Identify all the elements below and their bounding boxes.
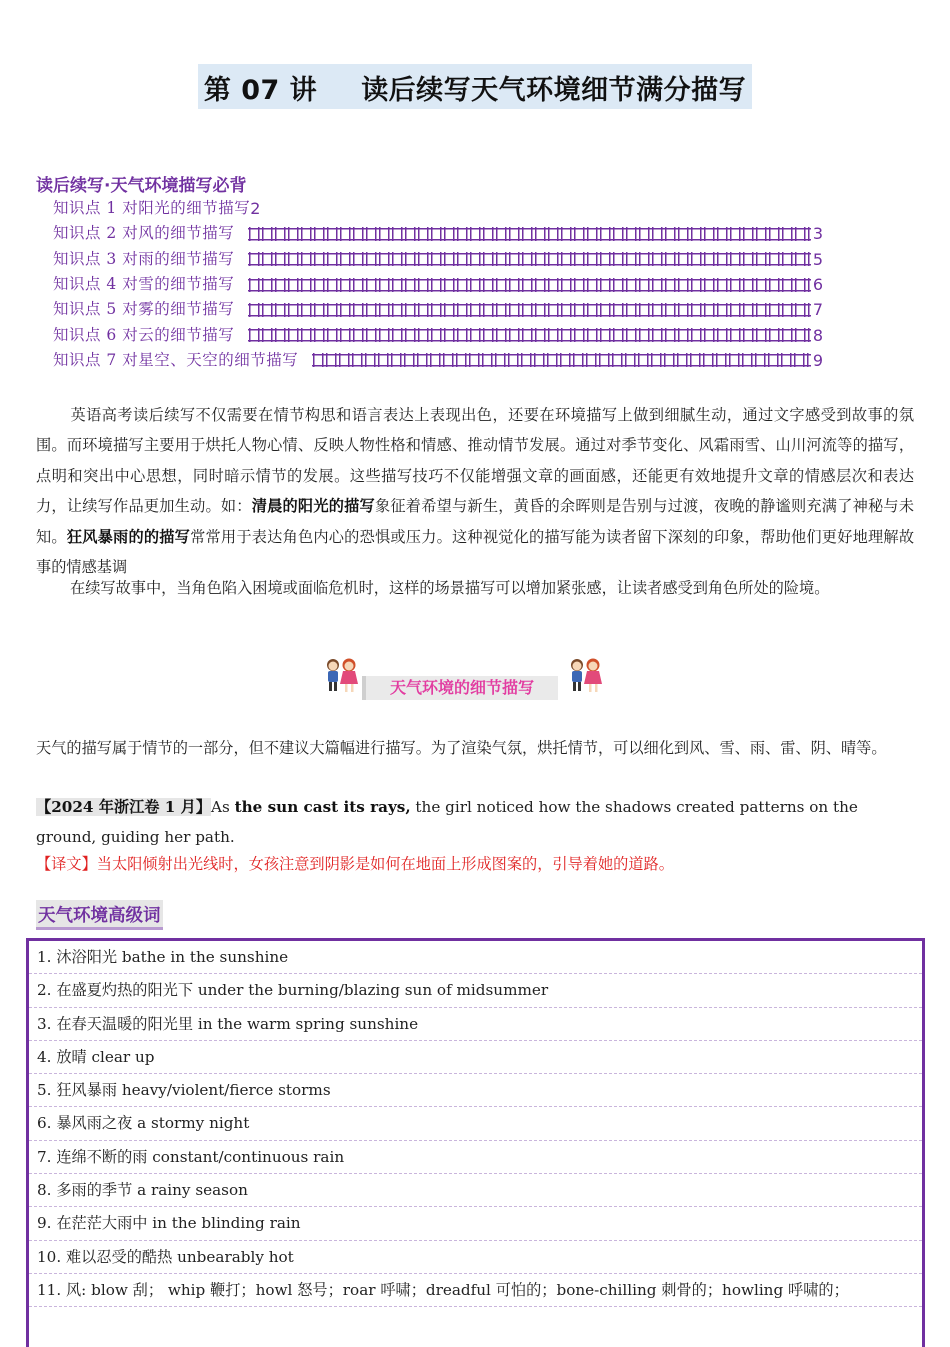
title-area <box>0 64 950 109</box>
toc-page-number: 2 <box>250 199 261 219</box>
example-source <box>36 798 211 816</box>
vocab-row: 2. 在盛夏灼热的阳光下 under the burning/blazing sun of midsummer <box>29 974 922 1007</box>
source-bracket: 【 <box>36 798 52 816</box>
toc-leader-boxes <box>248 252 811 266</box>
toc-page-number: 5 <box>812 249 823 269</box>
kids-illustration-icon <box>322 656 362 696</box>
table-of-contents <box>53 196 823 373</box>
toc-item-label: 知识点 2 对风的细节描写 <box>53 224 235 243</box>
toc-leader-boxes <box>248 278 811 292</box>
toc-item[interactable] <box>53 272 823 297</box>
intro-bold-storm: 狂风暴雨的的描写 <box>66 527 191 546</box>
toc-leader-boxes <box>248 303 811 317</box>
toc-item[interactable] <box>53 348 823 373</box>
intro-paragraph-1 <box>36 400 914 582</box>
vocab-heading: 天气环境高级词 <box>36 900 163 930</box>
source-bracket: 】 <box>195 798 212 816</box>
section-title: 天气环境的细节描写 <box>362 676 558 700</box>
toc-item[interactable] <box>53 196 823 221</box>
toc-page-number: 9 <box>812 350 823 370</box>
intro-text: 常常用于表达角色内心的恐惧或压力。这种视觉化的描写能为读者留下深刻的印象，帮助他们更好地理解故事的情感基调 <box>36 527 915 577</box>
example-text: the girl noticed how the shadows created patterns on the ground, guiding her path. <box>36 798 858 846</box>
vocab-row: 5. 狂风暴雨 heavy/violent/fierce storms <box>29 1074 922 1107</box>
example-text: As <box>211 798 235 816</box>
toc-item-label: 知识点 6 对云的细节描写 <box>53 325 235 344</box>
example-translation: 【译文】当太阳倾射出光线时，女孩注意到阴影是如何在地面上形成图案的，引导着她的道路。 <box>36 855 674 873</box>
toc-item-label: 知识点 4 对雪的细节描写 <box>53 275 235 294</box>
lecture-topic: 读后续写天气环境细节满分描写 <box>361 75 747 106</box>
toc-item[interactable] <box>53 247 823 272</box>
intro-paragraph-2 <box>36 573 914 603</box>
toc-page-number: 6 <box>812 275 823 295</box>
vocab-row: 1. 沐浴阳光 bathe in the sunshine <box>29 941 922 974</box>
toc-page-number: 7 <box>812 300 823 320</box>
toc-item-label: 知识点 1 对阳光的细节描写 <box>53 199 251 218</box>
vocab-row: 10. 难以忍受的酷热 unbearably hot <box>29 1241 922 1274</box>
toc-heading: 读后续写·天气环境描写必背 <box>36 176 247 196</box>
lecture-number: 第 07 讲 <box>203 75 318 106</box>
vocab-row: 7. 连绵不断的雨 constant/continuous rain <box>29 1141 922 1174</box>
toc-item-label: 知识点 3 对雨的细节描写 <box>53 249 235 268</box>
toc-item-label: 知识点 5 对雾的细节描写 <box>53 300 235 319</box>
toc-leader-boxes <box>312 353 811 367</box>
toc-item-label: 知识点 7 对星空、天空的细节描写 <box>53 350 299 369</box>
weather-intro: 天气的描写属于情节的一部分，但不建议大篇幅进行描写。为了渲染气氛，烘托情节，可以细化到风、雪、雨、雷、阴、晴等。 <box>36 739 887 757</box>
toc-leader-boxes <box>248 227 811 241</box>
toc-leader-boxes <box>248 328 811 342</box>
page-title <box>198 64 752 109</box>
intro-text: 英语高考读后续写不仅需要在情节构思和语言表达上表现出色，还要在环境描写上做到细腻生动，通过文字感受到故事的氛围。而环境描写主要用于烘托人物心情、反映人物性格和情感、推动情节发展。通过对季节变化、风霜雨雪、山川河流等的描写，点明和突出中心思想，同时暗示情节的发展。这些描写技巧不仅能增强文章的画面感，还能更有效地提升文章的情感层次和表达力，让续写作品更加生动。如： <box>36 406 914 516</box>
vocab-table <box>26 938 925 1347</box>
kids-illustration-icon <box>566 656 606 696</box>
vocab-row: 9. 在茫茫大雨中 in the blinding rain <box>29 1207 922 1240</box>
toc-item[interactable] <box>53 221 823 246</box>
toc-item[interactable] <box>53 297 823 322</box>
vocab-row: 11. 风: blow 刮； whip 鞭打；howl 怒号；roar 呼啸；dreadful 可怕的；bone-chilling 刺骨的；howling 呼啸的； <box>29 1274 922 1307</box>
vocab-row: 6. 暴风雨之夜 a stormy night <box>29 1107 922 1140</box>
example-bold: the sun cast its rays, <box>234 798 411 816</box>
source-label: 2024 年浙江卷 1 月 <box>51 798 196 816</box>
example-sentence <box>36 792 916 852</box>
vocab-row: 8. 多雨的季节 a rainy season <box>29 1174 922 1207</box>
vocab-row: 4. 放晴 clear up <box>29 1041 922 1074</box>
toc-page-number: 3 <box>812 224 823 244</box>
intro-text: 象征着希望与新生，黄昏的余晖则是告别与过渡，夜晚的静谧则充满了神秘与未知。 <box>36 497 915 546</box>
intro-text: 在续写故事中，当角色陷入困境或面临危机时，这样的场景描写可以增加紧张感，让读者感受到角色所处的险境。 <box>70 579 830 597</box>
toc-page-number: 8 <box>812 325 823 345</box>
toc-item[interactable] <box>53 322 823 347</box>
intro-bold-sunshine: 清晨的阳光的描写 <box>251 497 375 516</box>
vocab-row: 3. 在春天温暖的阳光里 in the warm spring sunshine <box>29 1008 922 1041</box>
section-banner <box>0 656 950 700</box>
